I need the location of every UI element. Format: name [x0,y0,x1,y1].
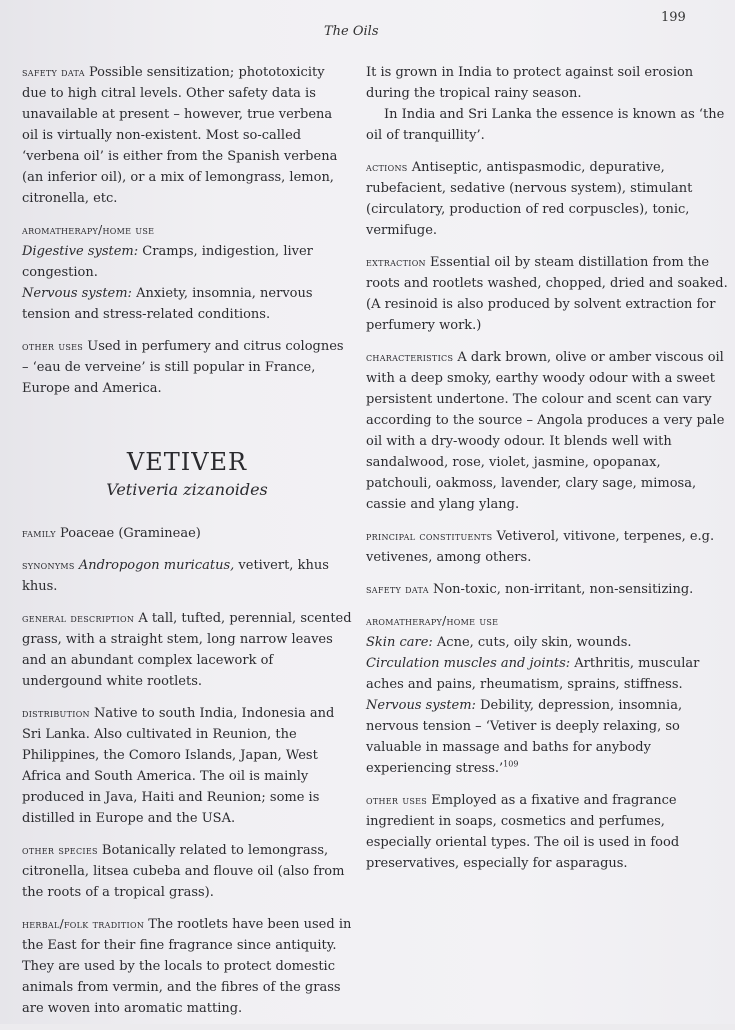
section-text: Used in perfumery and citrus colognes – ‘eau de verveine’ is still popular in France, Europe and America. [22,339,344,396]
section-label: safety data [22,65,85,79]
section-text: Employed as a fixative and fragrance ingredient in soaps, cosmetics and perfumes, especially oriental types. The oil is used in food preservatives, especially for asparagus. [366,793,680,871]
vetiver-other-uses [366,790,728,874]
herbal-continued [366,62,728,146]
section-label: actions [366,160,408,174]
verbena-aromatherapy [22,220,352,325]
section-text: Non-toxic, non-irritant, non-sensitizing. [432,582,694,597]
paragraph: It is grown in India to protect against soil erosion during the tropical rainy season. [366,65,694,101]
section-text: A dark brown, olive or amber viscous oil with a deep smoky, earthy woody odour with a sweet persistent undertone. The colour and scent can vary according to the source – Angola produces a very pale oil with a dry-woody odour. It blends well with sandalwood, rose, violet, jasmine, opopanax, patchouli, oakmoss, lavender, clary sage, mimosa, cassie and ylang ylang. [366,350,725,512]
right-column [366,62,728,885]
section-label: herbal/folk tradition [22,917,145,931]
section-text: Anxiety, insomnia, nervous tension and stress-related conditions. [22,286,313,322]
section-label: synonyms [22,558,75,572]
family [22,523,352,544]
running-title: The Oils [324,24,379,39]
subsection-label: Circulation muscles and joints: [366,656,571,671]
subsection-label: Nervous system: [22,286,132,301]
general-description [22,608,352,692]
section-label: extraction [366,255,426,269]
section-text: Antiseptic, antispasmodic, depurative, rubefacient, sedative (nervous system), stimulant (circulatory, production of red corpuscles), tonic, vermifuge. [366,160,693,238]
left-column [22,62,352,1030]
section-label: distribution [22,706,90,720]
page-header [0,10,735,42]
entry-title: VETIVER [126,448,248,476]
distribution [22,703,352,829]
page-number: 199 [661,10,686,25]
paragraph: In India and Sri Lanka the essence is known as ‘the oil of tranquillity’. [366,107,725,143]
section-text: Acne, cuts, oily skin, wounds. [436,635,632,650]
section-text: Native to south India, Indonesia and Sri Lanka. Also cultivated in Reunion, the Philippines, the Comoro Islands, Japan, West Africa and South America. The oil is mainly produced in Java, Haiti and Reunion; some is distilled in Europe and the USA. [22,706,335,826]
vetiver-safety-data [366,579,728,600]
section-label: other species [22,843,98,857]
actions [366,157,728,241]
section-label: characteristics [366,350,454,364]
subsection-label: Skin care: [366,635,433,650]
section-text: Vetiverol, vitivone, terpenes, e.g. vetivenes, among others. [366,529,715,565]
verbena-other-uses [22,336,352,399]
section-text: Botanically related to lemongrass, citronella, litsea cubeba and flouve oil (also from the roots of a tropical grass). [22,843,345,900]
entry-latin-name: Vetiveria zizanoides [106,480,268,499]
other-species [22,840,352,903]
section-text: Arthritis, muscular aches and pains, rheumatism, sprains, stiffness. [366,656,700,692]
herbal-folk-tradition [22,914,352,1019]
section-text: Essential oil by steam distillation from the roots and rootlets washed, chopped, dried and soaked. (A resinoid is also produced by solvent extraction for perfumery work.) [366,255,728,333]
principal-constituents [366,526,728,568]
subsection-label: Nervous system: [366,698,476,713]
section-text: Poaceae (Gramineae) [60,526,201,541]
section-label: safety data [366,582,429,596]
section-label: other uses [22,339,84,353]
section-label: aromatherapy/home use [366,614,499,628]
section-label: general description [22,611,135,625]
section-label: aromatherapy/home use [22,223,155,237]
section-text: Debility, depression, insomnia, nervous tension – ‘Vetiver is deeply relaxing, so valuable in massage and baths for anybody experiencing stress.’ [366,698,683,776]
section-label: family [22,526,56,540]
section-text: Cramps, indigestion, liver congestion. [22,244,313,280]
verbena-safety-data [22,62,352,209]
section-label: other uses [366,793,428,807]
section-text: A tall, tufted, perennial, scented grass, with a straight stem, long narrow leaves and an abundant complex lacework of undergound white rootlets. [22,611,352,689]
section-text: The rootlets have been used in the East for their fine fragrance since antiquity. They are used by the locals to protect domestic animals from vermin, and the fibres of the grass are woven into aromatic matting. [22,917,352,1016]
section-text: Possible sensitization; phototoxicity due to high citral levels. Other safety data is unavailable at present – however, true verbena oil is virtually non-existent. Most so-called ‘verbena oil’ is either from the Spanish verbena (an inferior oil), or a mix of lemongrass, lemon, citronella, etc. [22,65,338,206]
synonyms [22,555,352,597]
synonym-latin: Andropogon muricatus, [78,558,235,573]
subsection-label: Digestive system: [22,244,139,259]
footnote-ref: 109 [503,759,519,769]
vetiver-aromatherapy [366,611,728,779]
section-label: principal constituents [366,529,493,543]
characteristics [366,347,728,515]
section-text: vetivert, khus khus. [22,558,329,594]
extraction [366,252,728,336]
